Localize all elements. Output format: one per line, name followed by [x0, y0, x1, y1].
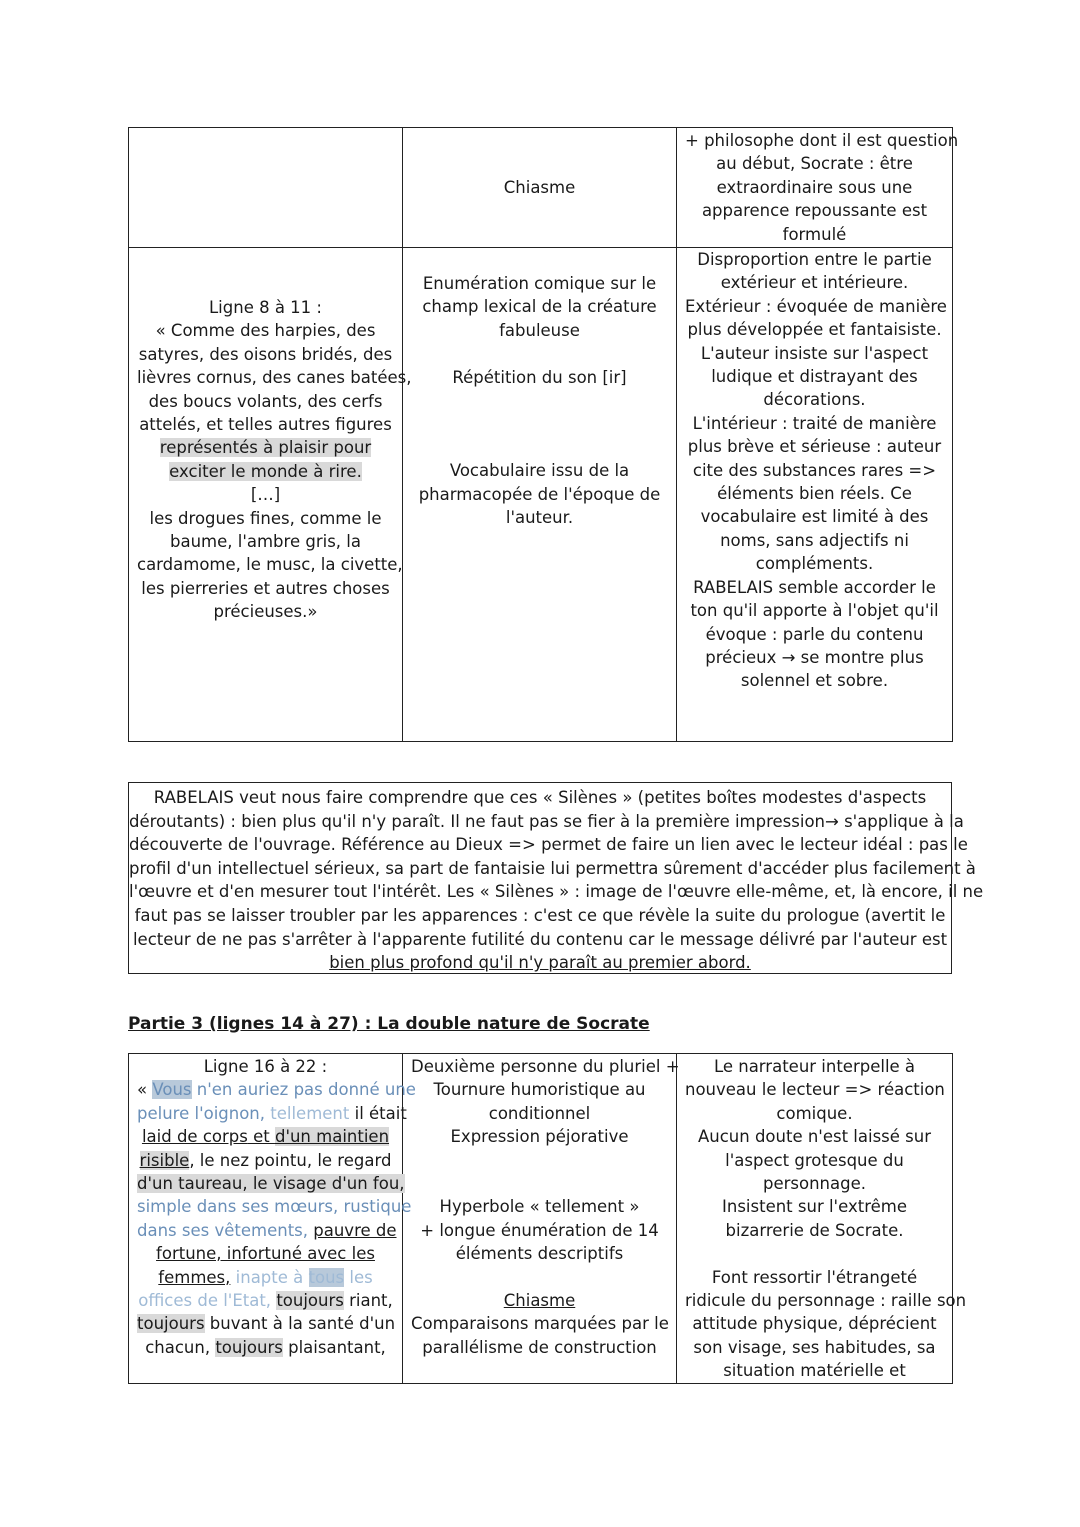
text-line: simple dans ses mœurs, rustique	[137, 1197, 412, 1217]
highlight: représentés à plaisir pour	[159, 438, 372, 458]
text-line: l'auteur.	[505, 508, 574, 527]
text-line: vocabulaire est limité à des	[700, 507, 929, 527]
highlight: Vous	[152, 1080, 192, 1100]
cell-citation-empty	[129, 128, 403, 248]
text-line-highlighted	[137, 436, 394, 459]
text-line: ridicule du personnage : raille son	[685, 1291, 967, 1311]
text-line: « Comme des harpies, des	[155, 321, 376, 341]
text-line: situation matérielle et	[723, 1361, 906, 1381]
summary-line: profil d'un intellectuel sérieux, sa part de fantaisie lui permettra sûrement d'accéder plus facilement à	[129, 858, 976, 878]
text-line	[137, 1312, 394, 1335]
text-fragment: buvant à la santé d'un	[204, 1314, 396, 1334]
text-line: bizarrerie de Socrate.	[725, 1220, 904, 1240]
text-line: attelés, et telles autres figures	[139, 415, 392, 435]
summary-line: déroutants) : bien plus qu'il n'y paraît. Il ne faut pas se fier à la première impression→ s'applique à la	[129, 811, 964, 831]
text-line	[137, 1289, 394, 1312]
text-line: ludique et distrayant des	[711, 367, 918, 387]
text-line: baume, l'ambre gris, la	[170, 532, 361, 552]
text-line: cite des substances rares =>	[692, 460, 937, 480]
text-line: […]	[250, 485, 281, 505]
text-line: parallélisme de construction	[422, 1337, 657, 1357]
text-line: + philosophe dont il est question	[685, 130, 959, 150]
text-line: Répétition du son [ir]	[452, 367, 627, 387]
text-fragment: chacun,	[145, 1337, 216, 1357]
text-line: Hyperbole « tellement »	[439, 1197, 640, 1217]
highlight: tous	[308, 1267, 345, 1287]
text-line	[137, 1219, 397, 1242]
text-line: ton qu'il apporte à l'objet qu'il	[690, 601, 939, 621]
highlight: toujours	[276, 1291, 344, 1311]
text-line: Extérieur : évoquée de manière	[685, 296, 947, 316]
cell-citation	[129, 248, 412, 742]
text-line: L'auteur insiste sur l'aspect	[700, 343, 929, 363]
highlight: exciter le monde à rire.	[169, 461, 362, 481]
text-fragment: pauvre de	[313, 1220, 397, 1240]
text-line: plus brève et sérieuse : auteur	[687, 437, 942, 457]
cell-interpretation	[677, 248, 953, 742]
text-line	[137, 1078, 416, 1101]
text-line: son visage, ses habitudes, sa	[693, 1337, 936, 1357]
highlight: d'un taureau, le visage d'un fou,	[137, 1174, 405, 1194]
text-line: Expression péjorative	[450, 1127, 629, 1147]
text-fragment: laid de corps	[141, 1127, 248, 1147]
text-line: cardamome, le musc, la civette,	[137, 555, 403, 575]
text-line: précieux → se montre plus	[705, 647, 924, 667]
text-line: attitude physique, déprécient	[692, 1314, 937, 1334]
text-line: RABELAIS semble accorder le	[693, 577, 936, 597]
text-fragment: pelure l'oignon,	[137, 1103, 271, 1123]
text-line: Vocabulaire issu de la	[449, 461, 630, 481]
text-fragment: et	[247, 1127, 275, 1147]
text-line: conditionnel	[488, 1103, 591, 1123]
text-line: champ lexical de la créature	[422, 297, 657, 317]
text-line: au début, Socrate : être	[716, 154, 913, 174]
text-line: les drogues fines, comme le	[149, 508, 382, 528]
text-fragment: plaisantant,	[282, 1337, 386, 1357]
cell-interpretation	[677, 1054, 967, 1384]
text-fragment: inapte à	[230, 1267, 309, 1287]
text-line	[137, 1125, 394, 1148]
text-line	[137, 1336, 394, 1359]
text-line: l'aspect grotesque du	[725, 1150, 904, 1170]
cell-procede	[403, 128, 677, 248]
summary-box	[128, 782, 984, 974]
text-line: Comparaisons marquées par le	[411, 1314, 669, 1334]
summary-line: lecteur de ne pas s'arrêter à l'apparente futilité du contenu car le message délivré par l'auteur est	[132, 929, 948, 949]
text-line: Ligne 16 à 22 :	[203, 1057, 328, 1076]
text-line: Chiasme	[503, 177, 576, 197]
text-line: nouveau le lecteur => réaction	[685, 1080, 945, 1100]
summary-line: découverte de l'ouvrage. Référence au Dieux => permet de faire un lien avec le lecteur idéal : pas le	[129, 835, 968, 855]
text-line: Deuxième personne du pluriel +	[411, 1057, 680, 1076]
text-fragment: il était	[349, 1103, 407, 1123]
text-fragment: tellement	[270, 1103, 350, 1123]
text-line: Font ressortir l'étrangeté	[711, 1267, 918, 1287]
text-fragment: dans ses vêtements,	[137, 1220, 309, 1240]
text-line	[137, 1102, 407, 1125]
text-line: décorations.	[763, 390, 866, 410]
text-line: évoque : parle du contenu	[705, 624, 924, 644]
text-line: pharmacopée de l'époque de	[418, 484, 661, 504]
text-fragment: femmes,	[158, 1267, 231, 1287]
section-heading: Partie 3 (lignes 14 à 27) : La double nature de Socrate	[128, 1014, 650, 1034]
text-line: apparence repoussante est	[701, 201, 928, 221]
text-fragment: «	[137, 1080, 153, 1100]
summary-line: faut pas se laisser troubler par les apparences : c'est ce que révèle la suite du prologue (avertit le	[134, 905, 946, 925]
text-line: des boucs volants, des cerfs	[148, 391, 383, 411]
text-line: + longue énumération de 14	[420, 1220, 659, 1240]
summary-line: bien plus profond qu'il n'y paraît au premier abord.	[329, 953, 751, 973]
text-line: précieuses.»	[213, 602, 318, 622]
analysis-table-part2	[128, 127, 959, 742]
text-line	[137, 1266, 394, 1289]
analysis-table-part3	[128, 1053, 967, 1384]
text-line	[137, 1149, 394, 1172]
text-line: plus développée et fantaisiste.	[687, 320, 942, 340]
text-line: extraordinaire sous une	[716, 177, 913, 197]
text-line: Aucun doute n'est laissé sur	[697, 1127, 932, 1147]
text-line: Enumération comique sur le	[422, 274, 657, 293]
text-fragment: , le nez pointu, le regard	[189, 1150, 392, 1170]
text-line: éléments bien réels. Ce	[717, 484, 912, 504]
text-line: Insistent sur l'extrême	[722, 1197, 907, 1217]
text-line: extérieur et intérieure.	[720, 273, 909, 293]
summary-line: l'œuvre et d'en mesurer tout l'intérêt. Les « Silènes » : image de l'œuvre elle-même, et, là encore, il ne	[129, 882, 984, 902]
cell-procede	[403, 1054, 680, 1384]
text-line: comique.	[776, 1103, 853, 1123]
text-line: Ligne 8 à 11 :	[208, 298, 322, 317]
text-line: noms, sans adjectifs ni	[720, 530, 909, 550]
text-line: compléments.	[755, 554, 874, 574]
text-fragment: les	[344, 1267, 373, 1287]
text-line: Chiasme	[503, 1291, 576, 1311]
text-line: lièvres cornus, des canes batées,	[137, 368, 412, 388]
text-line: satyres, des oisons bridés, des	[138, 344, 393, 364]
text-line: Tournure humoristique au	[433, 1080, 646, 1100]
text-fragment: offices de l'Etat,	[138, 1291, 277, 1311]
text-line: formulé	[782, 224, 847, 244]
text-fragment: n'en auriez pas donné une	[191, 1080, 416, 1100]
table-row	[129, 128, 953, 248]
text-fragment: riant,	[343, 1291, 393, 1311]
table-row	[129, 248, 953, 742]
summary-line: RABELAIS veut nous faire comprendre que ces « Silènes » (petites boîtes modestes d'aspects	[153, 788, 927, 807]
highlight: risible	[139, 1150, 190, 1170]
text-line: L'intérieur : traité de manière	[692, 413, 937, 433]
cell-procede	[403, 248, 677, 742]
highlight: toujours	[137, 1314, 205, 1334]
text-line: personnage.	[763, 1174, 866, 1194]
cell-citation	[129, 1054, 416, 1384]
text-line: fabuleuse	[499, 320, 580, 340]
text-line-highlighted	[137, 460, 394, 483]
text-line: solennel et sobre.	[740, 671, 889, 691]
text-line: éléments descriptifs	[455, 1244, 624, 1264]
cell-interpretation	[677, 128, 959, 248]
highlight: toujours	[215, 1337, 283, 1357]
text-line: fortune, infortuné avec les	[156, 1244, 375, 1264]
text-line	[137, 1172, 405, 1195]
text-line: les pierreries et autres choses	[141, 578, 390, 598]
text-line: Disproportion entre le partie	[697, 250, 932, 269]
highlight: d'un maintien	[274, 1127, 390, 1147]
table-row	[129, 1054, 953, 1384]
text-line: Le narrateur interpelle à	[713, 1057, 916, 1076]
